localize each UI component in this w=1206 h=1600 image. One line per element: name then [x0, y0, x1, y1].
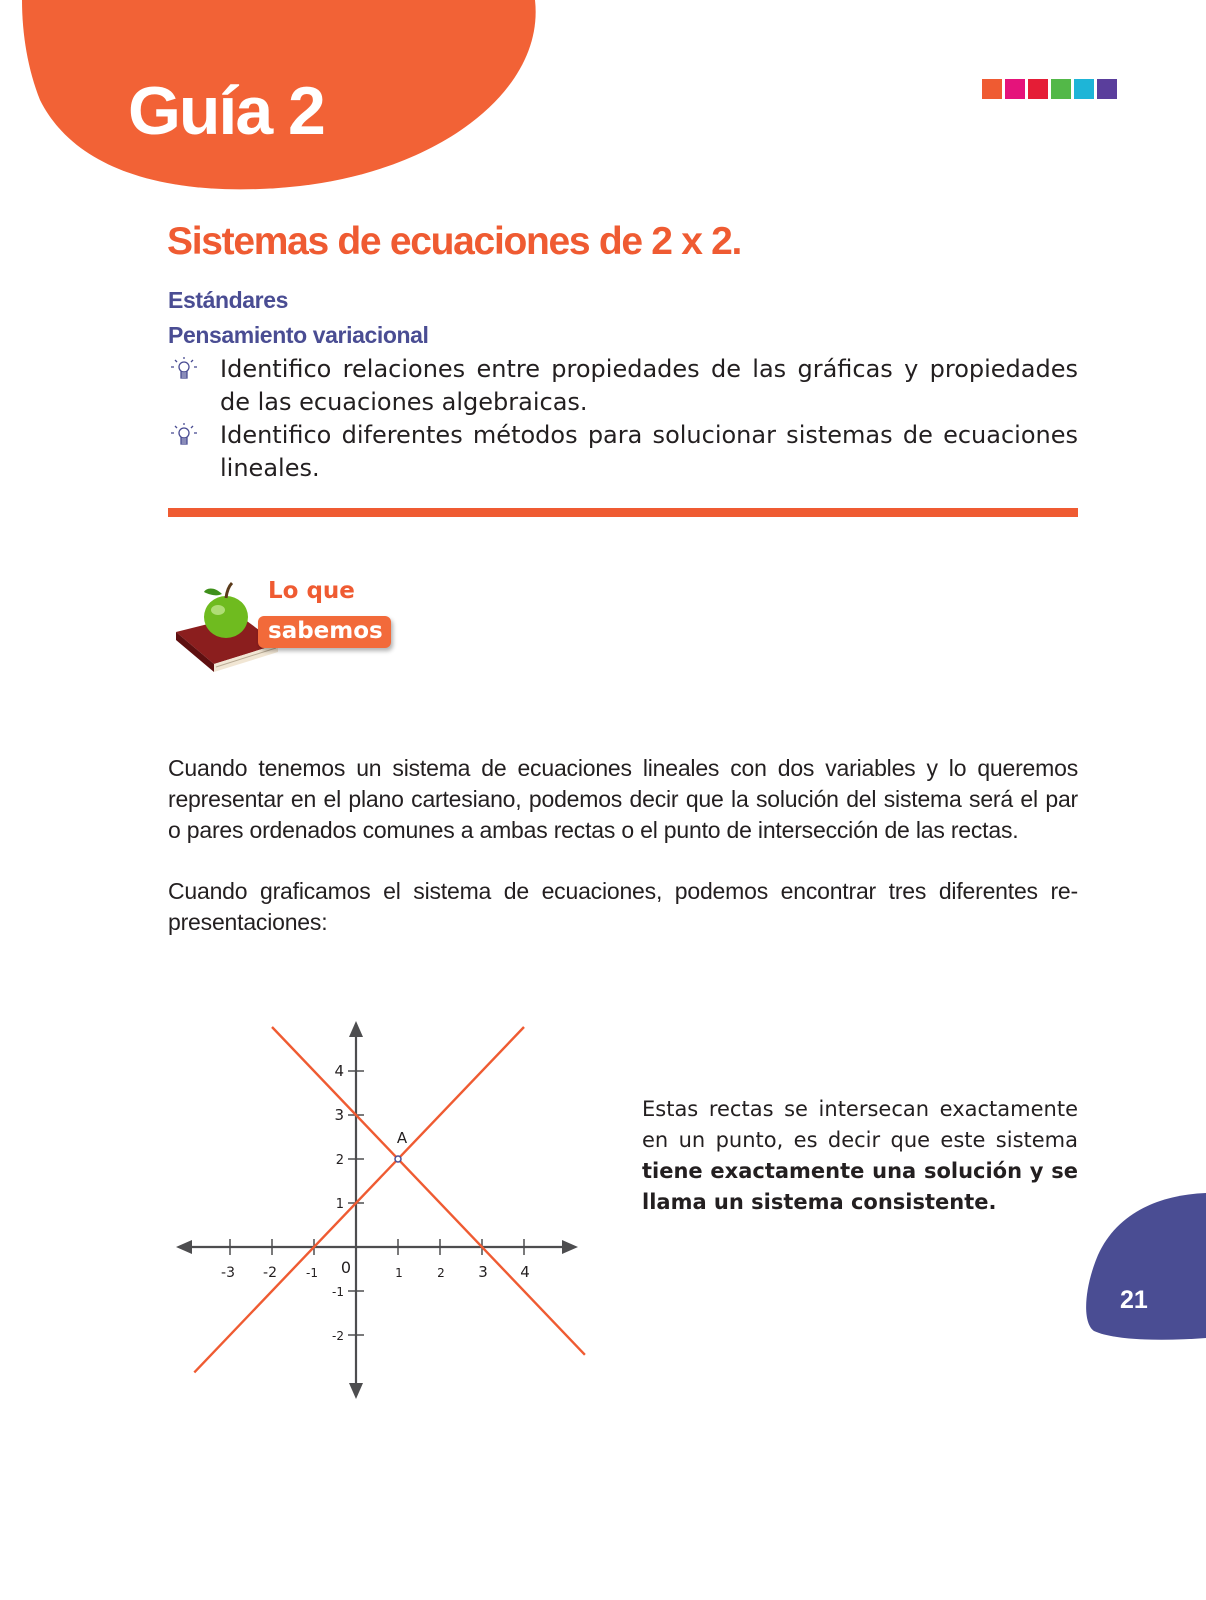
- standards-subtitle: Pensamiento variacional: [168, 322, 429, 348]
- standard-item: [168, 419, 1078, 485]
- page-title: Sistemas de ecuaciones de 2 x 2.: [167, 220, 742, 263]
- axis-ticks: [230, 1071, 524, 1335]
- section-divider: [168, 508, 1078, 517]
- swatch-green: [1051, 79, 1071, 99]
- swatch-orange: [982, 79, 1002, 99]
- y-tick-label: 1: [335, 1197, 344, 1212]
- x-tick-label: 4: [520, 1263, 530, 1281]
- x-tick-label: -2: [263, 1265, 277, 1281]
- intersection-point: [395, 1156, 401, 1162]
- cartesian-graph: [170, 1015, 610, 1405]
- x-tick-label: 1: [395, 1266, 403, 1280]
- x-tick-label: 3: [478, 1263, 488, 1281]
- standards-label: Estándares: [168, 287, 289, 313]
- badge-line-2: sabemos: [258, 616, 391, 648]
- line-y-equals-minus-x-plus-3: [272, 1027, 585, 1355]
- y-tick-label: 3: [334, 1106, 344, 1124]
- point-label-a: A: [396, 1129, 408, 1147]
- y-axis-arrow-bottom: [349, 1383, 363, 1399]
- lightbulb-icon: [170, 422, 198, 450]
- standard-text: Identifico relaciones entre propiedades de las gráficas y propiedades de las ecuaciones algebraicas.: [220, 355, 1078, 416]
- y-axis-arrow-top: [349, 1021, 363, 1037]
- page-number: 21: [1120, 1286, 1148, 1314]
- y-tick-label: 2: [335, 1153, 344, 1168]
- explanation-text: Estas rectas se intersecan exactamente en un punto, es decir que este sistema: [642, 1097, 1078, 1152]
- standard-item: [168, 353, 1078, 419]
- standards-list: [168, 353, 1078, 485]
- paragraph-intro: Cuando tenemos un sistema de ecuaciones lineales con dos variables y lo queremos representar en el plano cartesiano, podemos decir que la solución del sistema será el par o pares ordenados comunes a ambas rectas o el punto de intersección de las rectas.: [168, 755, 1078, 843]
- swatch-magenta: [1005, 79, 1025, 99]
- line-y-equals-x-plus-1: [194, 1027, 524, 1372]
- origin-label: 0: [340, 1258, 352, 1277]
- x-tick-label: 2: [437, 1266, 445, 1280]
- badge-line-1: Lo que: [268, 578, 355, 604]
- guide-title: Guía 2: [128, 73, 324, 149]
- x-axis-arrow-right: [562, 1240, 578, 1254]
- y-tick-label: 4: [334, 1062, 344, 1080]
- lightbulb-icon: [170, 356, 198, 384]
- swatch-red: [1028, 79, 1048, 99]
- swatch-purple: [1097, 79, 1117, 99]
- swatch-cyan: [1074, 79, 1094, 99]
- x-tick-label: -3: [221, 1265, 235, 1281]
- x-tick-label: -1: [306, 1266, 318, 1280]
- standard-text: Identifico diferentes métodos para solucionar sistemas de ecuaciones lineales.: [220, 421, 1078, 482]
- x-axis-arrow-left: [176, 1240, 192, 1254]
- explanation-bold: tiene exactamente una solución y se llama un sistema consistente.: [642, 1159, 1078, 1214]
- y-tick-label: -2: [332, 1329, 344, 1343]
- y-tick-label: -1: [332, 1285, 344, 1299]
- lo-que-sabemos-badge: [170, 572, 400, 687]
- page-number-blob: [1086, 1193, 1206, 1343]
- graph-explanation: [642, 1094, 1078, 1218]
- color-swatches: [982, 79, 1117, 99]
- paragraph-representations: Cuando graficamos el sistema de ecuaciones, podemos encontrar tres diferentes re-presentaciones:: [168, 878, 1078, 935]
